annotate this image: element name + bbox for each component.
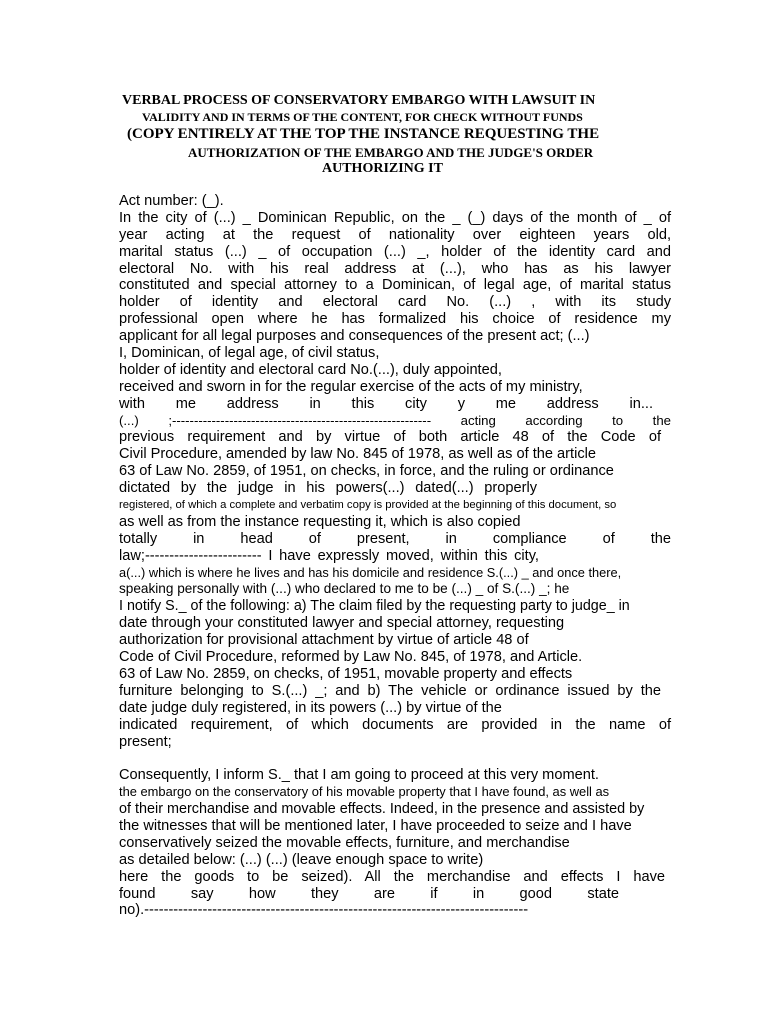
body-line: I, Dominican, of legal age, of civil status, <box>119 345 380 362</box>
body-line: Consequently, I inform S._ that I am going to proceed at this very moment. <box>119 767 599 784</box>
body-line: as well as from the instance requesting it, which is also copied <box>119 513 521 530</box>
heading-line-3: (COPY ENTIRELY AT THE TOP THE INSTANCE REQUESTING THE <box>127 126 600 142</box>
body-line: professional open where he has formalized his choice of residence my <box>119 311 671 328</box>
body-line: Civil Procedure, amended by law No. 845 of 1978, as well as of the article <box>119 446 596 463</box>
heading-line-5: AUTHORIZING IT <box>322 161 443 176</box>
body-line: Code of Civil Procedure, reformed by Law No. 845, of 1978, and Article. <box>119 649 583 666</box>
body-line: with me address in this city y me address in... <box>119 395 653 412</box>
body-line: electoral No. with his real address at (...), who has as his lawyer <box>119 260 671 277</box>
document-body <box>119 193 671 919</box>
body-line: date judge duly registered, in its powers (...) by virtue of the <box>119 699 502 716</box>
body-line: dictated by the judge in his powers(...) dated(...) properly <box>119 480 537 497</box>
body-line: applicant for all legal purposes and consequences of the present act; (...) <box>119 328 590 345</box>
heading-line-2: VALIDITY AND IN TERMS OF THE CONTENT, FOR CHECK WITHOUT FUNDS <box>142 110 583 124</box>
body-line: In the city of (...) _ Dominican Republic, on the _ (_) days of the month of _ of <box>119 209 671 226</box>
body-line: constituted and special attorney to a Dominican, of legal age, of marital status <box>119 277 671 294</box>
body-line: 63 of Law No. 2859, on checks, of 1951, movable property and effects <box>119 665 573 682</box>
body-line: marital status (...) _ of occupation (...) _, holder of the identity card and <box>119 243 671 260</box>
body-line: holder of identity and electoral card No.(...), duly appointed, <box>119 361 502 378</box>
body-line: holder of identity and electoral card No. (...) , with its study <box>119 294 671 311</box>
body-line: here the goods to be seized). All the merchandise and effects I have <box>119 868 665 885</box>
body-line: indicated requirement, of which documents are provided in the name of <box>119 716 671 733</box>
heading-line-1: VERBAL PROCESS OF CONSERVATORY EMBARGO WITH LAWSUIT IN <box>122 93 596 108</box>
body-line: date through your constituted lawyer and special attorney, requesting <box>119 615 565 632</box>
body-line: a(...) which is where he lives and has his domicile and residence S.(...) _ and once there, <box>119 564 622 580</box>
body-line: received and sworn in for the regular exercise of the acts of my ministry, <box>119 378 583 395</box>
heading-line-4: AUTHORIZATION OF THE EMBARGO AND THE JUDGE'S ORDER <box>188 145 594 160</box>
body-line: law;------------------------ I have expressly moved, within this city, <box>119 547 539 564</box>
body-line: speaking personally with (...) who declared to me to be (...) _ of S.(...) _; he <box>119 581 570 597</box>
body-line: of their merchandise and movable effects. Indeed, in the presence and assisted by <box>119 801 645 818</box>
body-line: the witnesses that will be mentioned later, I have proceeded to seize and I have <box>119 817 632 834</box>
body-line: I notify S._ of the following: a) The claim filed by the requesting party to judge_ in <box>119 598 630 615</box>
body-line: found say how they are if in good state <box>119 885 619 902</box>
body-line: year acting at the request of nationality over eighteen years old, <box>119 226 671 243</box>
body-line: previous requirement and by virtue of both article 48 of the Code of <box>119 429 661 446</box>
body-line: (...) ;----------------------------------------------------------- acting according to the <box>119 412 671 428</box>
body-line: totally in head of present, in compliance of the <box>119 530 671 547</box>
body-line: furniture belonging to S.(...) _; and b) The vehicle or ordinance issued by the <box>119 682 661 699</box>
body-line: 63 of Law No. 2859, of 1951, on checks, in force, and the ruling or ordinance <box>119 463 614 480</box>
body-line: authorization for provisional attachment by virtue of article 48 of <box>119 632 529 649</box>
body-line: registered, of which a complete and verbatim copy is provided at the beginning of this document, so <box>119 499 617 512</box>
body-line: the embargo on the conservatory of his movable property that I have found, as well as <box>119 784 610 800</box>
body-line: as detailed below: (...) (...) (leave enough space to write) <box>119 851 484 868</box>
body-line: conservatively seized the movable effects, furniture, and merchandise <box>119 834 570 851</box>
body-line: no).------------------------------------------------------------------------------- <box>119 902 529 919</box>
act-number-line: Act number: (_). <box>119 193 224 209</box>
body-line: present; <box>119 733 172 750</box>
blank-line <box>119 750 671 767</box>
